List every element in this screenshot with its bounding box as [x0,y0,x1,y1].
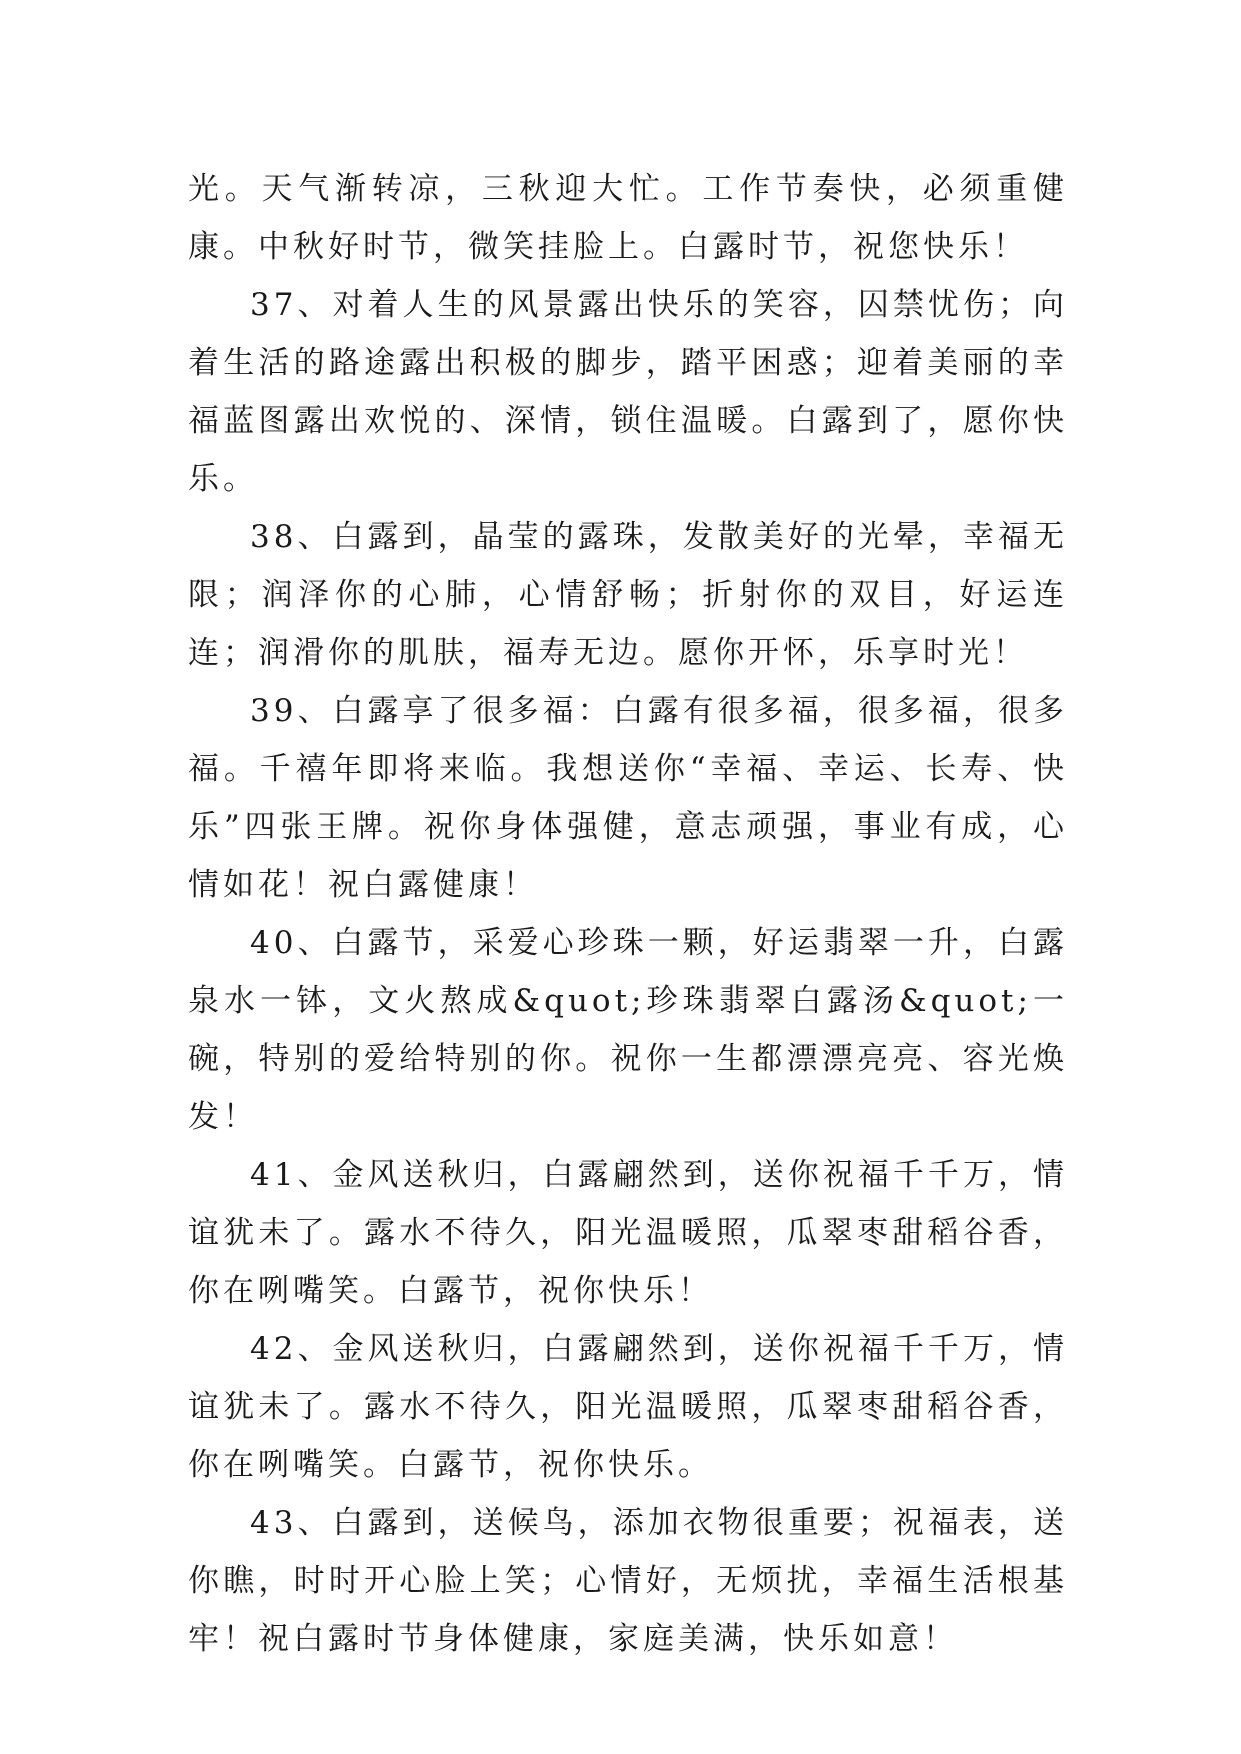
paragraph-43: 43、白露到，送候鸟，添加衣物很重要；祝福表，送你瞧，时时开心脸上笑；心情好，无烦扰，幸福生活根基牢！祝白露时节身体健康，家庭美满，快乐如意！ [188,1505,1068,1657]
paragraph-41: 41、金风送秋归，白露翩然到，送你祝福千千万，情谊犹未了。露水不待久，阳光温暖照，瓜翠枣甜稻谷香，你在咧嘴笑。白露节，祝你快乐！ [188,1157,1068,1309]
document-body [188,160,1068,1668]
paragraph-42: 42、金风送秋归，白露翩然到，送你祝福千千万，情谊犹未了。露水不待久，阳光温暖照，瓜翠枣甜稻谷香，你在咧嘴笑。白露节，祝你快乐。 [188,1331,1068,1483]
paragraph-continued: 光。天气渐转凉，三秋迎大忙。工作节奏快，必须重健康。中秋好时节，微笑挂脸上。白露时节，祝您快乐！ [188,171,1068,265]
paragraph-40: 40、白露节，采爱心珍珠一颗，好运翡翠一升，白露泉水一钵，文火熬成&quot;珍珠翡翠白露汤&quot;一碗，特别的爱给特别的你。祝你一生都漂漂亮亮、容光焕发！ [188,925,1068,1135]
paragraph-39: 39、白露享了很多福：白露有很多福，很多福，很多福。千禧年即将来临。我想送你“幸福、幸运、长寿、快乐”四张王牌。祝你身体强健，意志顽强，事业有成，心情如花！祝白露健康！ [188,693,1068,903]
paragraph-38: 38、白露到，晶莹的露珠，发散美好的光晕，幸福无限；润泽你的心肺，心情舒畅；折射你的双目，好运连连；润滑你的肌肤，福寿无边。愿你开怀，乐享时光！ [188,519,1068,671]
paragraph-37: 37、对着人生的风景露出快乐的笑容，囚禁忧伤；向着生活的路途露出积极的脚步，踏平困惑；迎着美丽的幸福蓝图露出欢悦的、深情，锁住温暖。白露到了，愿你快乐。 [188,287,1068,497]
